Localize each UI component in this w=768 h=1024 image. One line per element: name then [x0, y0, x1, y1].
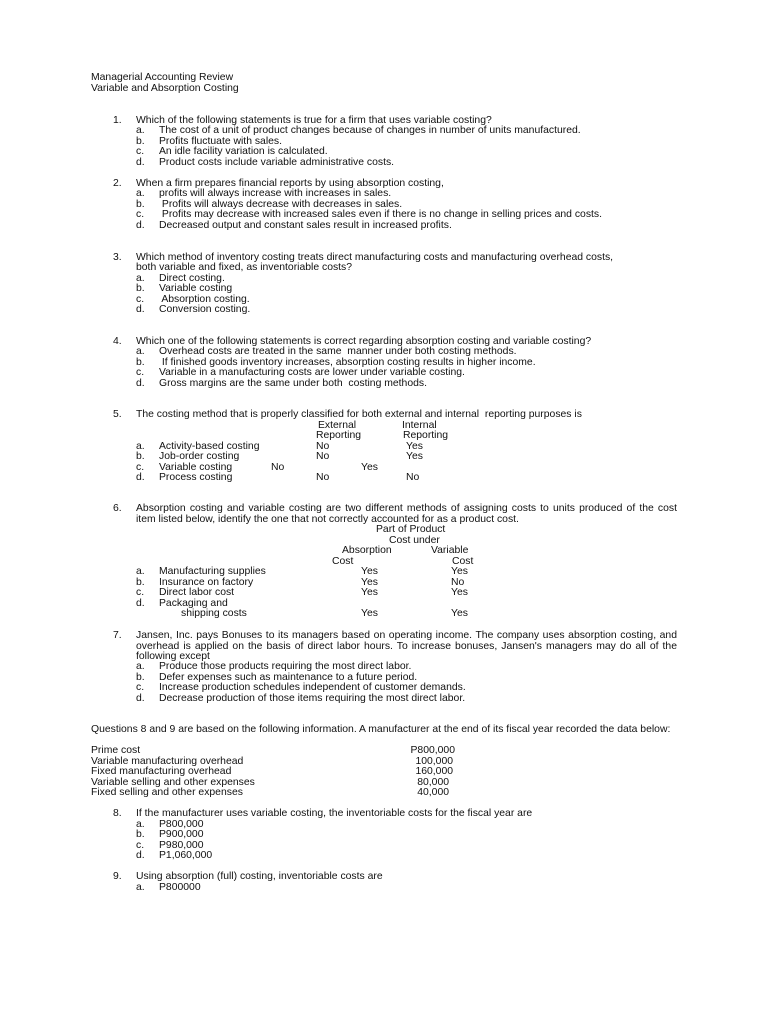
table-cell: No: [316, 472, 330, 483]
table-row-label: Manufacturing supplies: [159, 566, 266, 577]
column-header-internal-reporting: Reporting: [403, 430, 449, 441]
option-text: Profits will always decrease with decreases in sales.: [159, 199, 403, 210]
option-letter: b.: [136, 672, 145, 683]
table-cell: Yes: [361, 566, 378, 577]
info-row-value: 160,000: [415, 766, 453, 777]
option-text: An idle facility variation is calculated.: [159, 146, 328, 157]
column-header-cost: Cost: [452, 556, 474, 567]
info-row-label: Variable manufacturing overhead: [91, 756, 244, 767]
option-text: Variable costing: [159, 283, 233, 294]
table-row-label: Process costing: [159, 472, 233, 483]
table-cell: Yes: [451, 566, 468, 577]
table-cell: Yes: [451, 608, 468, 619]
option-letter: c.: [136, 840, 145, 851]
info-paragraph: Questions 8 and 9 are based on the following information. A manufacturer at the end of its fiscal year recorded the data below:: [91, 724, 671, 735]
option-text: Decrease production of those items requiring the most direct labor.: [159, 693, 466, 704]
column-header-cost: Cost: [332, 556, 354, 567]
table-row-label: Packaging and: [159, 598, 228, 609]
option-letter: d.: [136, 157, 145, 168]
table-cell: Yes: [361, 587, 378, 598]
document-subtitle: Variable and Absorption Costing: [91, 83, 239, 94]
option-letter: c.: [136, 209, 145, 220]
question-text: Using absorption (full) costing, inventoriable costs are: [136, 871, 383, 882]
option-letter: d.: [136, 850, 145, 861]
option-letter: a.: [136, 125, 145, 136]
column-header-variable: Variable: [431, 545, 469, 556]
option-letter: b.: [136, 283, 145, 294]
option-letter: b.: [136, 136, 145, 147]
option-letter: c.: [136, 462, 145, 473]
table-row-label: Insurance on factory: [159, 577, 254, 588]
question-text: Absorption costing and variable costing are two different methods of assigning costs to units produced of the cost item listed below, identify the one that not correctly accounted for as a product cost.: [136, 503, 677, 525]
info-row-label: Fixed selling and other expenses: [91, 787, 243, 798]
option-letter: c.: [136, 587, 145, 598]
option-letter: a.: [136, 441, 145, 452]
option-text: Decreased output and constant sales result in increased profits.: [159, 220, 452, 231]
option-text: P800,000: [159, 819, 204, 830]
option-letter: d.: [136, 472, 145, 483]
option-text: Variable in a manufacturing costs are lower under variable costing.: [159, 367, 465, 378]
option-letter: d.: [136, 304, 145, 315]
table-cell: No: [316, 441, 330, 452]
table-cell: Yes: [361, 608, 378, 619]
option-text: Profits fluctuate with sales.: [159, 136, 283, 147]
info-row-value: 40,000: [417, 787, 449, 798]
option-text: Absorption costing.: [159, 294, 250, 305]
option-letter: d.: [136, 693, 145, 704]
option-letter: a.: [136, 661, 145, 672]
question-number: 4.: [113, 336, 122, 347]
table-cell: No: [271, 462, 285, 473]
question-text: If the manufacturer uses variable costing, the inventoriable costs for the fiscal year are: [136, 808, 533, 819]
option-text: Profits may decrease with increased sales even if there is no change in selling prices and costs.: [159, 209, 602, 220]
table-row-label: shipping costs: [181, 608, 247, 619]
column-group-header: Cost under: [389, 535, 440, 546]
option-letter: d.: [136, 378, 145, 389]
table-cell: No: [316, 451, 330, 462]
table-row-label: Variable costing: [159, 462, 233, 473]
table-cell: Yes: [361, 577, 378, 588]
question-number: 7.: [113, 630, 122, 641]
question-text: Which of the following statements is true for a firm that uses variable costing?: [136, 115, 492, 126]
option-letter: a.: [136, 346, 145, 357]
option-text: If finished goods inventory increases, absorption costing results in higher income.: [159, 357, 536, 368]
option-text: Gross margins are the same under both costing methods.: [159, 378, 427, 389]
column-group-header: Part of Product: [376, 524, 446, 535]
option-text: Increase production schedules independent of customer demands.: [159, 682, 466, 693]
question-text: The costing method that is properly classified for both external and internal reporting purposes is: [136, 409, 582, 420]
question-text: Which method of inventory costing treats direct manufacturing costs and manufacturing overhead costs,: [136, 252, 614, 263]
option-text: P980,000: [159, 840, 204, 851]
table-cell: Yes: [451, 587, 468, 598]
option-letter: a.: [136, 188, 145, 199]
table-cell: No: [451, 577, 465, 588]
option-text: Produce those products requiring the most direct labor.: [159, 661, 412, 672]
option-letter: a.: [136, 566, 145, 577]
option-text: Direct costing.: [159, 273, 225, 284]
table-cell: No: [406, 472, 420, 483]
question-text: Which one of the following statements is correct regarding absorption costing and variable costing?: [136, 336, 592, 347]
question-number: 3.: [113, 252, 122, 263]
column-header-internal: Internal: [402, 420, 437, 431]
info-row-label: Prime cost: [91, 745, 141, 756]
question-number: 9.: [113, 871, 122, 882]
info-row-value: 100,000: [415, 756, 453, 767]
option-text: P900,000: [159, 829, 204, 840]
option-text: P1,060,000: [159, 850, 213, 861]
info-row-value: 80,000: [417, 777, 449, 788]
option-text: The cost of a unit of product changes because of changes in number of units manufactured.: [159, 125, 581, 136]
option-letter: a.: [136, 819, 145, 830]
table-cell: Yes: [406, 451, 423, 462]
question-number: 2.: [113, 178, 122, 189]
info-row-value: P800,000: [410, 745, 455, 756]
option-letter: c.: [136, 367, 145, 378]
option-letter: b.: [136, 829, 145, 840]
question-text: When a firm prepares financial reports by using absorption costing,: [136, 178, 444, 189]
question-text: Jansen, Inc. pays Bonuses to its managers based on operating income. The company uses absorption costing, and overhead is applied on the basis of direct labor hours. To increase bonuses, Jansen's managers may do all of the following except: [136, 630, 677, 662]
column-header-external-reporting: Reporting: [316, 430, 362, 441]
table-cell: Yes: [406, 441, 423, 452]
column-header-external: External: [318, 420, 357, 431]
option-text: profits will always increase with increases in sales.: [159, 188, 392, 199]
document-title: Managerial Accounting Review: [91, 72, 234, 83]
option-letter: d.: [136, 598, 145, 609]
option-text: Product costs include variable administrative costs.: [159, 157, 395, 168]
option-letter: b.: [136, 451, 145, 462]
table-row-label: Direct labor cost: [159, 587, 235, 598]
option-letter: b.: [136, 357, 145, 368]
table-cell: Yes: [361, 462, 378, 473]
option-letter: c.: [136, 682, 145, 693]
option-text: Overhead costs are treated in the same manner under both costing methods.: [159, 346, 517, 357]
option-letter: a.: [136, 273, 145, 284]
info-row-label: Fixed manufacturing overhead: [91, 766, 232, 777]
option-letter: b.: [136, 199, 145, 210]
question-number: 8.: [113, 808, 122, 819]
column-header-absorption: Absorption: [342, 545, 392, 556]
option-text: Conversion costing.: [159, 304, 251, 315]
info-row-label: Variable selling and other expenses: [91, 777, 255, 788]
question-number: 1.: [113, 115, 122, 126]
option-letter: d.: [136, 220, 145, 231]
option-text: Defer expenses such as maintenance to a future period.: [159, 672, 418, 683]
table-row-label: Activity-based costing: [159, 441, 260, 452]
question-text: both variable and fixed, as inventoriable costs?: [136, 262, 353, 273]
question-number: 5.: [113, 409, 122, 420]
option-letter: b.: [136, 577, 145, 588]
option-letter: a.: [136, 882, 145, 893]
option-letter: c.: [136, 146, 145, 157]
option-text: P800000: [159, 882, 201, 893]
table-row-label: Job-order costing: [159, 451, 240, 462]
question-number: 6.: [113, 503, 122, 514]
option-letter: c.: [136, 294, 145, 305]
